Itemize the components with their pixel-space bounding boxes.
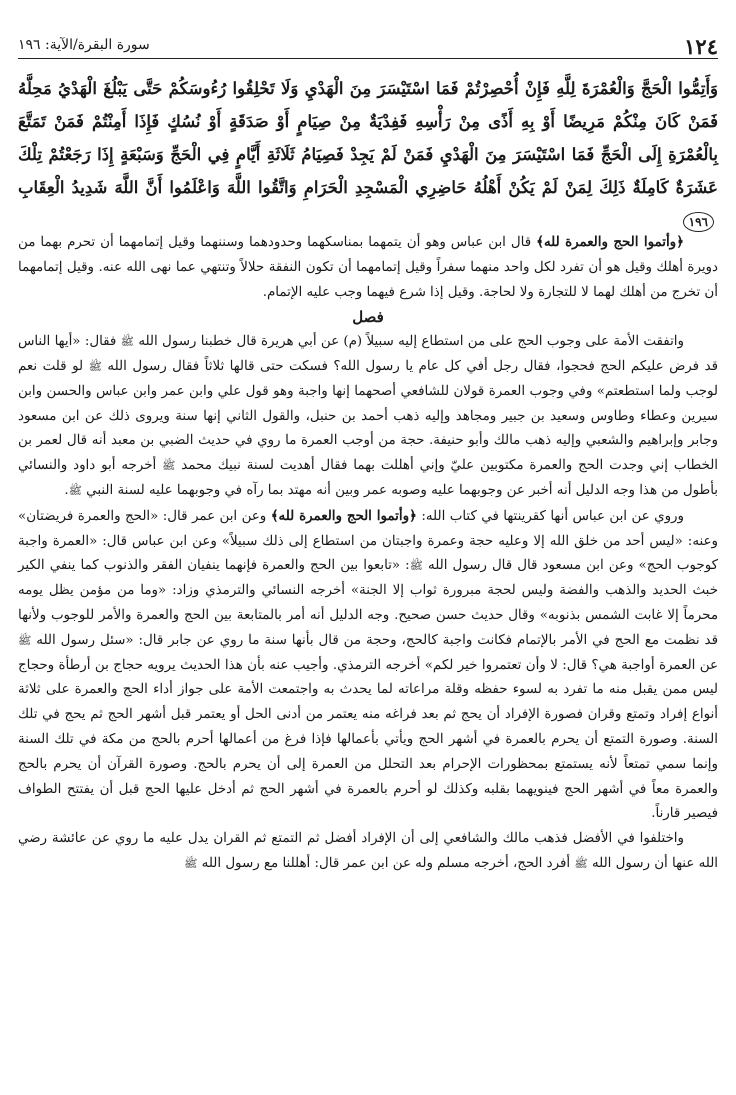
running-title: سورة البقرة/الآية: ١٩٦ xyxy=(18,37,150,53)
salutation-glyph: ﷺ xyxy=(409,559,423,573)
quoted-verse: ﴿وأتموا الحج والعمرة لله﴾ xyxy=(536,234,684,250)
salutation-glyph: ﷺ xyxy=(68,483,82,497)
commentary-body xyxy=(18,230,718,877)
section-heading: فصل xyxy=(352,308,384,327)
paragraph-text: وروي عن ابن عباس أنها كقرينتها في كتاب الله: xyxy=(421,508,684,524)
paragraph-text: وعن ابن عمر قال: «الحج والعمرة فريضتان» وعنه: «ليس أحد من خلق الله إلا وعليه حجة وعمرة واجبتان من استطاع إلى ذلك سبيلاً» وعن ابن عباس قال: «العمرة واجبة كوجوب الحج» وعن ابن مسعود قال قال رسول الله xyxy=(18,508,718,574)
paragraph-text: واختلفوا في الأفضل فذهب مالك والشافعي إلى أن الإفراد أفضل ثم التمتع ثم القران يدل عليه ما روي عن عائشة رضي الله عنها أن رسول الله xyxy=(18,831,718,871)
salutation-glyph: ﷺ xyxy=(574,856,588,870)
commentary-paragraph: واتفقت الأمة على وجوب الحج على من استطاع إليه سبيلاً (م) عن أبي هريرة قال خطبنا رسول الله ﷺ فقال: «أيها الناس قد فرض عليكم الحج فحجوا، فقال رجل أفي كل عام يا رسول الله؟ فسكت حتى قالها ثلاثاً فقال رسول الله ﷺ لو قلت نعم لوجب ولما استطعتم» وفي وجوب العمرة قولان للشافعي أصحهما إنها واجبة وهو قول علي وابن عمر وابن عباس والحسن وابن سيرين وعطاء وطاوس وسعيد بن جبير ومجاهد وإليه ذهب أحمد بن حنبل، والقول الثاني إنها سنة ويروى ذلك عن ابن مسعود وجابر وإبراهيم والشعبي وإليه ذهب مالك وأبو حنيفة. حجة من أوجب العمرة ما روي في حديث الضبي بن معبد أنه قال لعمر بن الخطاب إني وجدت الحج والعمرة مكتوبين عليّ وإني أهللت بهما فقال أهديت لسنة نبيك محمد ﷺ أخرجه أبو داود والنسائي بأطول من هذا وجه الدليل أنه أخبر عن وجوبهما عليه وصوبه عمر وبين أنه مهتد بما رآه في وجوبهما عليه لسنة النبي ﷺ. xyxy=(18,334,719,498)
paragraph-text: : «تابعوا بين الحج والعمرة فإنهما ينفيان الفقر والذنوب كما ينفي الكير خبث الحديد والذهب والفضة وليس لحجة مبرورة ثواب إلا الجنة» أخرجه النسائي والترمذي وزاد: «وما من مؤمن يظل يومه محرماً إلا غابت الشمس بذنوبه» وقال حديث حسن صحيح. وجه الدليل أنه أمر بالمتابعة بين الحج والعمرة والأمر للوجوب ولأنها قد نظمت مع الحج في الأمر بالإتمام فكانت واجبة كالحج، وحجة من قال بأنها سنة ما روي عن جابر قال: «سئل رسول الله xyxy=(18,558,718,648)
salutation-glyph: ﷺ xyxy=(18,633,32,647)
verse-end-marker: ١٩٦ xyxy=(683,212,714,232)
paragraph-text: عن العمرة أواجبة هي؟ قال: لا وأن تعتمروا خير لكم» أخرجه الترمذي. وأجيب عنه بأن هذا الحديث يرويه حجاج بن أرطأة وحجاج ليس ممن يقبل منه ما تفرد به لسوء حفظه وقلة مراعاته لما يحدث به واجتمعت الأمة على جواز أداء الحج والعمرة على ثلاثة أنواع إفراد وتمتع وقران فصورة الإفراد أن يحج ثم بعد فراغه منه يعتمر من أدنى الحل أو يعتمر قبل أشهر الحج ثم يحج في تلك السنة. وصورة التمتع أن يحرم بالعمرة في أشهر الحج ويأتي بأعمالها فإذا فرغ من أعمالها أحرم بالحج من مكة في تلك السنة وإنما سمي تمتعاً لأنه يستمتع بمحظورات الإحرام بعد التحلل من العمرة إلى أن يحرم بالحج. وصورة القرآن أن يحرم بالحج والعمرة معاً في أشهر الحج فينويهما بقلبه وكذلك لو أحرم بالعمرة في أشهر الحج ثم أدخل عليها الحج قبل أن يفتتح الطواف فيصير قارناً. xyxy=(18,657,718,822)
salutation-glyph: ﷺ xyxy=(162,459,176,473)
quran-verse-block xyxy=(18,72,718,237)
paragraph-text: لو قلت نعم لوجب ولما استطعتم» وفي وجوب العمرة قولان للشافعي أصحهما إنها واجبة وهو قول علي وابن عمر وابن عباس والحسن وابن سيرين وعطاء وطاوس وسعيد بن جبير ومجاهد وإليه ذهب أحمد بن حنبل، والقول الثاني إنها سنة ويروى ذلك عن ابن مسعود وجابر وإبراهيم والشعبي وإليه ذهب مالك وأبو حنيفة. حجة من أوجب العمرة ما روي في حديث الضبي بن معبد أنه قال لعمر بن الخطاب إني وجدت الحج والعمرة مكتوبين عليّ وإني أهللت بهما فقال أهديت لسنة نبيك محمد xyxy=(18,358,718,474)
paragraph-text: أفرد الحج، أخرجه مسلم وله عن ابن عمر قال: أهللنا مع رسول الله xyxy=(201,855,571,871)
paragraph-text: واتفقت الأمة على وجوب الحج على من استطاع إليه سبيلاً (م) عن أبي هريرة قال خطبنا رسول الله xyxy=(138,334,684,350)
salutation-glyph: ﷺ xyxy=(120,335,134,349)
page-number: ١٢٤ xyxy=(684,34,718,59)
page-header xyxy=(18,34,718,62)
paragraph-text: قال ابن عباس وهو أن يتمهما بمناسكهما وحدودهما وسننهما وقيل إتمامهما أن تحرم بهما من دويرة أهلك وقيل هو أن تفرد لكل واحد منهما سفراً وقيل إتمامهما أن تكون النفقة حلالاً وتنتهي عما نهى الله عنه. وقيل إتمامهما أن تخرج من أهلك لهما لا للتجارة ولا لحاجة. وقيل إذا شرع فيهما وجب عليه الإتمام. xyxy=(18,235,718,300)
verse-text: وَأَتِمُّوا الْحَجَّ وَالْعُمْرَةَ لِلَّهِ فَإِنْ أُحْصِرْتُمْ فَمَا اسْتَيْسَرَ مِنَ الْهَدْيِ وَلَا تَحْلِقُوا رُءُوسَكُمْ حَتَّى يَبْلُغَ الْهَدْيُ مَحِلَّهُ فَمَنْ كَانَ مِنْكُمْ مَرِيضًا أَوْ بِهِ أَذًى مِنْ رَأْسِهِ فَفِدْيَةٌ مِنْ صِيَامٍ أَوْ صَدَقَةٍ أَوْ نُسُكٍ فَإِذَا أَمِنْتُمْ فَمَنْ تَمَتَّعَ بِالْعُمْرَةِ إِلَى الْحَجِّ فَمَا اسْتَيْسَرَ مِنَ الْهَدْيِ فَمَنْ لَمْ يَجِدْ فَصِيَامُ ثَلَاثَةِ أَيَّامٍ فِي الْحَجِّ وَسَبْعَةٍ إِذَا رَجَعْتُمْ تِلْكَ عَشَرَةٌ كَامِلَةٌ ذَلِكَ لِمَنْ لَمْ يَكُنْ أَهْلُهُ حَاضِرِي الْمَسْجِدِ الْحَرَامِ وَاتَّقُوا اللَّهَ وَاعْلَمُوا أَنَّ اللَّهَ شَدِيدُ الْعِقَابِ xyxy=(18,79,718,197)
paragraph-text: أخرجه أبو داود والنسائي بأطول من هذا وجه الدليل أنه أخبر عن وجوبهما عليه وصوبه عمر وبين أنه مهتد بما رآه في وجوبهما عليه لسنة النبي xyxy=(18,458,718,498)
salutation-glyph: ﷺ xyxy=(88,359,102,373)
header-rule xyxy=(18,58,718,59)
salutation-glyph: ﷺ xyxy=(184,856,198,870)
commentary-paragraph xyxy=(18,230,718,305)
commentary-paragraph xyxy=(18,827,718,877)
quoted-verse: ﴿وأتموا الحج والعمرة لله﴾ xyxy=(270,507,417,524)
commentary-paragraph xyxy=(18,504,718,827)
paragraph-text: فقال: «أيها الناس قد فرض عليكم الحج فحجوا، فقال رجل أفي كل عام يا رسول الله؟ فسكت حتى قالها ثلاثاً فقال رسول الله xyxy=(18,334,719,374)
